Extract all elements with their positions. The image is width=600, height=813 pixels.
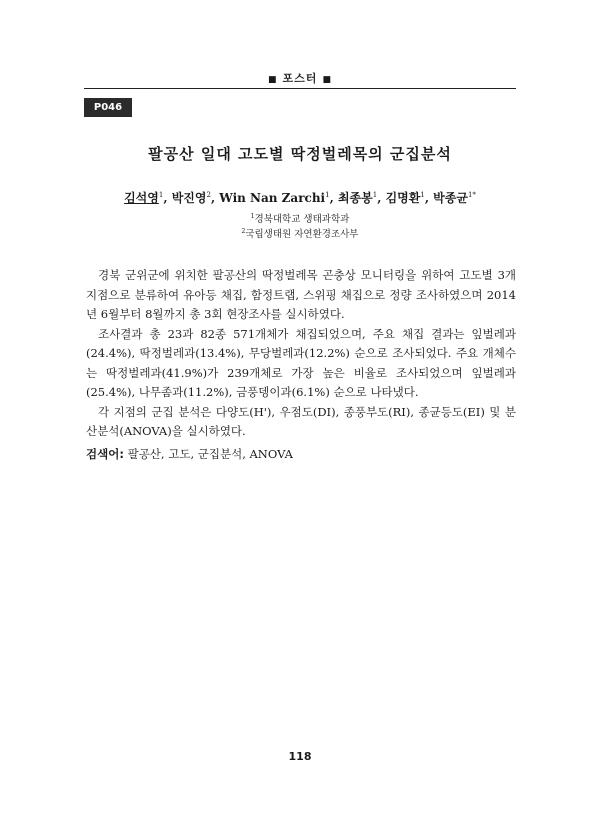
header-rule (84, 88, 516, 89)
author-name: 김명환 (385, 191, 421, 205)
abstract-paragraph: 조사결과 총 23과 82종 571개체가 채집되었으며, 주요 채집 결과는 잎벌레과(24.4%), 딱정벌레과(13.4%), 무당벌레과(12.2%) 순으로 조사되었다. 주요 개체수는 딱정벌레과(41.9%)가 239개체로 가장 높은 비율로 조사되었으며 잎벌레과(25.4%), 나무좀과(11.2%), 금풍뎅이과(6.1%) 순으로 나타냈다. (86, 326, 516, 399)
author-affiliation-mark: 1 (420, 191, 425, 199)
author-affiliation-mark: 1* (467, 191, 476, 199)
abstract-paragraph: 경북 군위군에 위치한 팔공산의 딱정벌레목 곤충상 모니터링을 위하여 고도별 3개 지점으로 분류하여 유아등 채집, 함정트랩, 스위핑 채집으로 정량 조사하였으며 2014년 6월부터 8월까지 총 3회 현장조사를 실시하였다. (86, 268, 516, 321)
affiliation-text: 경북대학교 생태과학과 (254, 214, 350, 225)
abstract (86, 266, 516, 442)
author-affiliation-mark: 1 (372, 191, 378, 199)
author-list: 김석영$^1$, 박진영$^2$, Win Nan Zarchi$^1$, 최종봉$^1$, 김명환$^1$, 박종균$^{1*}$ (124, 191, 476, 205)
abstract-paragraph: 각 지점의 군집 분석은 다양도(H'), 우점도(DI), 종풍부도(RI), 종균등도(EI) 및 분산분석(ANOVA)을 실시하였다. (86, 404, 516, 438)
affiliation (0, 211, 600, 225)
author-affiliation-mark: 1 (158, 191, 164, 199)
affiliation-text: 국립생태원 자연환경조사부 (245, 229, 359, 240)
poster-code-badge: P046 (84, 98, 132, 117)
author-affiliation-mark: 2 (206, 191, 211, 199)
keywords-label: 검색어: (86, 447, 124, 461)
affiliation-mark: 1 (250, 212, 255, 220)
affiliation-mark: 2 (241, 227, 246, 235)
keywords (86, 446, 516, 462)
keywords-text: 팔공산, 고도, 군집분석, ANOVA (127, 447, 293, 461)
page-number: 118 (288, 750, 312, 763)
section-label: 포스터 (282, 72, 318, 85)
square-icon: ■ (322, 75, 332, 85)
section-header (0, 70, 600, 86)
author-name: 김석영 (124, 191, 159, 205)
square-icon: ■ (268, 75, 278, 85)
author-name: Win Nan Zarchi (219, 191, 326, 205)
author-affiliation-mark: 1 (325, 191, 330, 199)
author-name: 박진영 (171, 191, 207, 205)
author-name: 박종균 (433, 191, 468, 205)
author-name: 최종봉 (337, 191, 373, 205)
affiliation (0, 226, 600, 240)
paper-title: 팔공산 일대 고도별 딱정벌레목의 군집분석 (148, 145, 452, 163)
